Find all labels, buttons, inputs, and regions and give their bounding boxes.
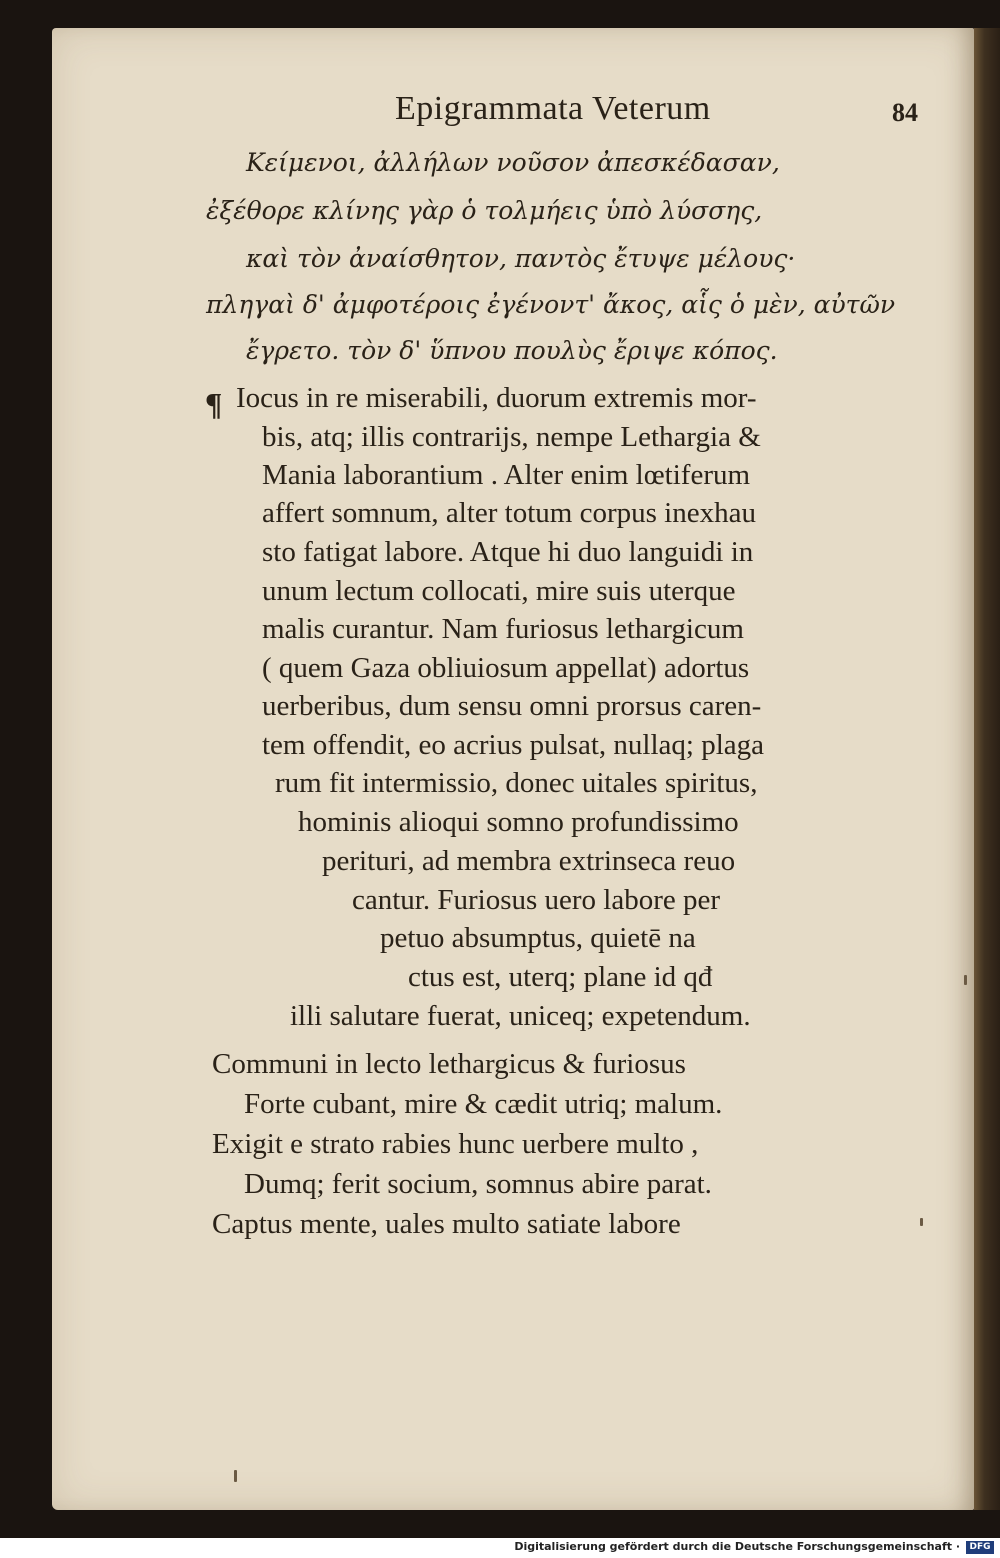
greek-line: Κείμενοι, ἀλλήλων νοῦσον ἀπεσκέδασαν, (246, 148, 780, 177)
commentary-line: ctus est, uterq; plane id qđ (408, 961, 713, 993)
book-spine-edge (974, 28, 1000, 1510)
ink-speck (920, 1218, 923, 1226)
greek-line: καὶ τὸν ἀναίσθητον, παντὸς ἔτυψε μέλους· (246, 244, 796, 273)
commentary-line: bis, atq; illis contrarijs, nempe Lethargia & (262, 421, 761, 453)
greek-line: ἐξέθορε κλίνης γὰρ ὁ τολμήεις ὑπὸ λύσσης, (206, 196, 763, 225)
verse-line: Captus mente, uales multo satiate labore (212, 1208, 681, 1240)
commentary-line: malis curantur. Nam furiosus lethargicum (262, 613, 744, 645)
commentary-line: sto fatigat labore. Atque hi duo languidi in (262, 536, 754, 568)
greek-line: πληγαὶ δ' ἀμφοτέροις ἐγένοντ' ἄκος, αἷς ὁ μὲν, αὐτῶν (206, 290, 896, 319)
commentary-line: cantur. Furiosus uero labore per (352, 884, 721, 916)
funding-notice: Digitalisierung gefördert durch die Deutsche Forschungsgemeinschaft · (514, 1540, 960, 1553)
ink-speck (964, 975, 967, 985)
verse-line: Forte cubant, mire & cædit utriq; malum. (244, 1088, 723, 1120)
commentary-line: rum fit intermissio, donec uitales spiritus, (275, 767, 758, 799)
commentary-line: perituri, ad membra extrinseca reuo (322, 845, 736, 877)
footer-bar (0, 1538, 1000, 1558)
pilcrow-mark: ¶ (205, 386, 223, 422)
commentary-line: unum lectum collocati, mire suis uterque (262, 575, 736, 607)
verse-line: Exigit e strato rabies hunc uerbere multo , (212, 1128, 699, 1160)
commentary-line: ( quem Gaza obliuiosum appellat) adortus (262, 652, 750, 684)
commentary-line: Mania laborantium . Alter enim lœtiferum (262, 459, 751, 491)
verse-line: Dumq; ferit socium, somnus abire parat. (244, 1168, 712, 1200)
commentary-line: affert somnum, alter totum corpus inexhau (262, 497, 756, 529)
commentary-line: uerberibus, dum sensu omni prorsus caren- (262, 690, 762, 722)
verse-line: Communi in lecto lethargicus & furiosus (212, 1048, 686, 1080)
running-head: Epigrammata Veterum (395, 90, 711, 127)
folio-number: 84 (892, 98, 918, 127)
commentary-line: hominis alioqui somno profundissimo (298, 806, 739, 838)
commentary-line: illi salutare fuerat, uniceq; expetendum. (290, 1000, 751, 1032)
commentary-line: tem offendit, eo acrius pulsat, nullaq; plaga (262, 729, 764, 761)
dfg-logo: DFG (966, 1541, 994, 1554)
commentary-line: Iocus in re miserabili, duorum extremis mor- (236, 382, 757, 414)
ink-speck (234, 1470, 237, 1482)
commentary-line: petuo absumptus, quietē na (380, 922, 696, 954)
greek-line: ἔγρετο. τὸν δ' ὕπνου πουλὺς ἔριψε κόπος. (246, 336, 778, 365)
